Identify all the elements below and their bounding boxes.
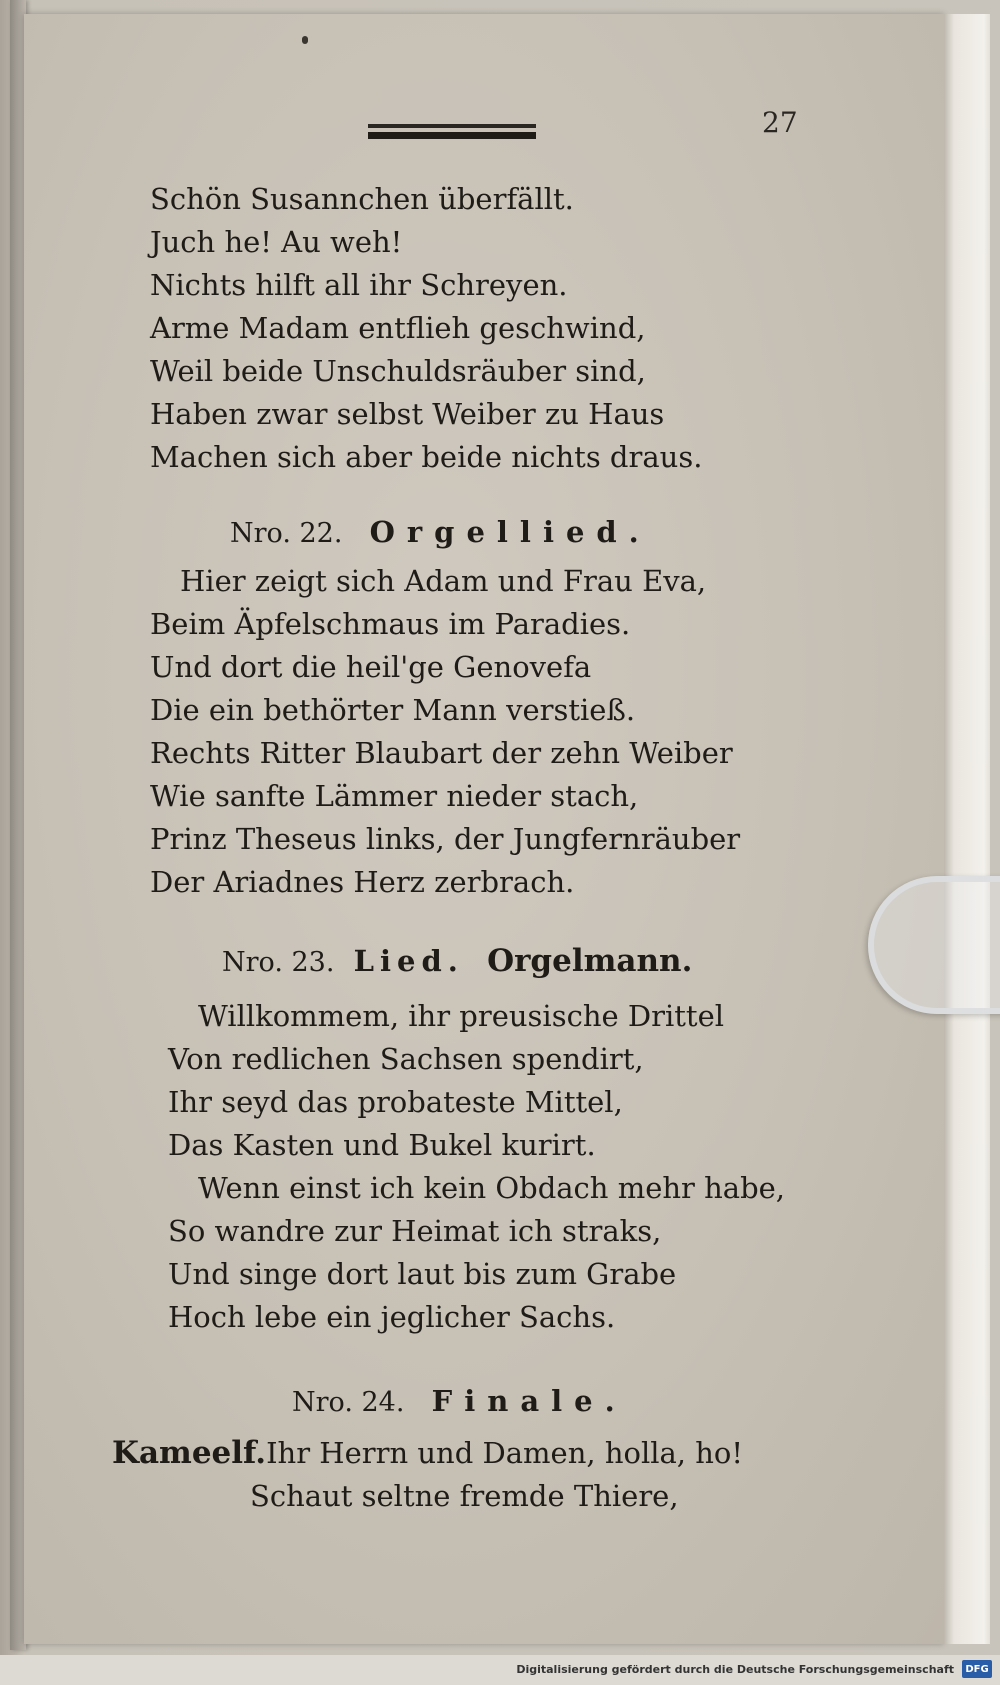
verse-line: Wenn einst ich kein Obdach mehr habe, bbox=[198, 1171, 786, 1205]
verse-line: Von redlichen Sachsen spendirt, bbox=[168, 1042, 644, 1076]
speaker-label: Kameelf. bbox=[112, 1435, 267, 1471]
section-title: Finale. bbox=[431, 1384, 627, 1418]
verse-line: Die ein bethörter Mann verstieß. bbox=[150, 693, 636, 727]
verse-line: Nichts hilft all ihr Schreyen. bbox=[150, 268, 568, 302]
verse-line: Willkommem, ihr preusische Drittel bbox=[198, 999, 725, 1033]
verse-line: Und dort die heil'ge Genovefa bbox=[150, 650, 592, 684]
verse-line: Hier zeigt sich Adam und Frau Eva, bbox=[180, 564, 707, 598]
section-speaker: Orgelmann. bbox=[487, 943, 693, 979]
verse-line: Ihr seyd das probateste Mittel, bbox=[168, 1085, 623, 1119]
verse-line: Beim Äpfelschmaus im Paradies. bbox=[150, 607, 631, 641]
rule-thin bbox=[368, 124, 536, 128]
verse-line: Arme Madam entflieh geschwind, bbox=[150, 311, 646, 345]
verse-line: Schön Susannchen überfällt. bbox=[150, 182, 574, 216]
stanza-24 bbox=[112, 1432, 792, 1518]
verse-line: Hoch lebe ein jeglicher Sachs. bbox=[168, 1300, 616, 1334]
section-title: Lied. bbox=[353, 944, 464, 978]
verse-line: Und singe dort laut bis zum Grabe bbox=[168, 1257, 677, 1291]
section-heading-22 bbox=[230, 503, 850, 561]
verse-line: Juch he! Au weh! bbox=[150, 225, 403, 259]
verse-line: Weil beide Unschuldsräuber sind, bbox=[150, 354, 646, 388]
rule-thick bbox=[368, 132, 536, 139]
verse-line: So wandre zur Heimat ich straks, bbox=[168, 1214, 662, 1248]
ink-spot bbox=[302, 36, 308, 44]
verse-line: Prinz Theseus links, der Jungfernräuber bbox=[150, 822, 741, 856]
section-title: Orgellied. bbox=[369, 515, 651, 549]
stanza-1 bbox=[150, 178, 770, 479]
verse-line: Der Ariadnes Herz zerbrach. bbox=[150, 865, 575, 899]
section-number: Nro. 23. bbox=[222, 947, 335, 978]
dfg-logo-icon: DFG bbox=[962, 1660, 992, 1678]
page-block-edge bbox=[944, 14, 990, 1644]
page-clip bbox=[868, 876, 1000, 1014]
section-number: Nro. 24. bbox=[292, 1387, 405, 1418]
section-number: Nro. 22. bbox=[230, 518, 343, 549]
verse-line: Das Kasten und Bukel kurirt. bbox=[168, 1128, 596, 1162]
page-number: 27 bbox=[762, 106, 798, 139]
verse-line: Schaut seltne fremde Thiere, bbox=[250, 1479, 679, 1513]
verse-line: Wie sanfte Lämmer nieder stach, bbox=[150, 779, 639, 813]
verse-line: Machen sich aber beide nichts draus. bbox=[150, 440, 703, 474]
verse-line: Haben zwar selbst Weiber zu Haus bbox=[150, 397, 665, 431]
section-heading-24 bbox=[292, 1372, 912, 1430]
verse-line: Ihr Herrn und Damen, holla, ho! bbox=[266, 1436, 744, 1470]
header-rule bbox=[368, 124, 536, 140]
footer-credit: Digitalisierung gefördert durch die Deutsche Forschungsgemeinschaft bbox=[516, 1663, 954, 1676]
section-heading-23 bbox=[222, 932, 842, 990]
stanza-22 bbox=[150, 560, 770, 904]
verse-line: Rechts Ritter Blaubart der zehn Weiber bbox=[150, 736, 733, 770]
stanza-23 bbox=[168, 995, 788, 1339]
footer-bar bbox=[0, 1655, 1000, 1685]
